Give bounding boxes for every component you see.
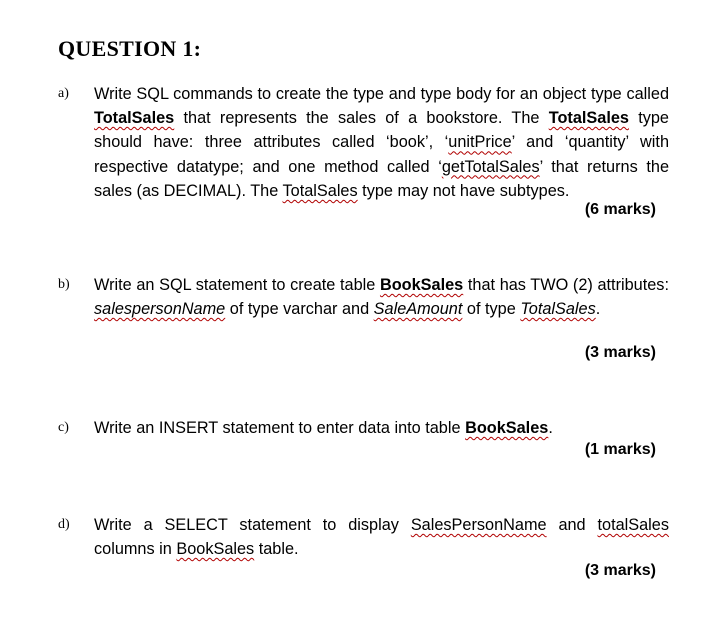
question-b-marks: (3 marks) — [584, 344, 656, 361]
question-a-marks: (6 marks) — [584, 201, 656, 218]
spellcheck-underline: BookSales — [176, 540, 255, 559]
spellcheck-underline: TotalSales — [282, 181, 358, 200]
question-b-text: Write an SQL statement to create table BookSales that has TWO (2) attributes: salespersonName of type varchar and SaleAmount of type TotalSales. — [94, 276, 669, 319]
spellcheck-underline: getTotalSales — [441, 157, 540, 176]
question-c-text: Write an INSERT statement to enter data into table BookSales. — [94, 419, 553, 437]
question-a-label: a) — [58, 86, 69, 101]
spellcheck-underline: TotalSales — [548, 109, 629, 128]
spellcheck-underline: BookSales — [379, 276, 464, 294]
spellcheck-underline: BookSales — [465, 419, 549, 437]
spellcheck-underline: salespersonName — [94, 300, 226, 319]
spellcheck-underline: SaleAmount — [373, 300, 463, 319]
spellcheck-underline: TotalSales — [520, 300, 596, 319]
question-d-text: Write a SELECT statement to display SalesPersonName and totalSales columns in BookSales table. — [94, 516, 669, 559]
page-title: QUESTION 1: — [58, 36, 202, 61]
question-b-label: b) — [58, 277, 70, 292]
question-c-marks: (1 marks) — [584, 441, 656, 458]
question-a-text: Write SQL commands to create the type and type body for an object type called TotalSales that represents the sales of a bookstore. The TotalSales type should have: three attributes called ‘book’, ‘unitPrice’ and ‘quantity’ with respective datatype; and one method called ‘getTotalSales’ that returns the sales (as DECIMAL). The TotalSales type may not have subtypes. — [94, 85, 670, 200]
spellcheck-underline: totalSales — [597, 516, 669, 534]
question-c-label: c) — [58, 420, 69, 435]
spellcheck-underline: unitPrice — [448, 133, 512, 152]
question-d-marks: (3 marks) — [584, 562, 656, 579]
question-d-label: d) — [58, 517, 70, 532]
spellcheck-underline: TotalSales — [94, 109, 175, 128]
spellcheck-underline: SalesPersonName — [410, 516, 547, 534]
